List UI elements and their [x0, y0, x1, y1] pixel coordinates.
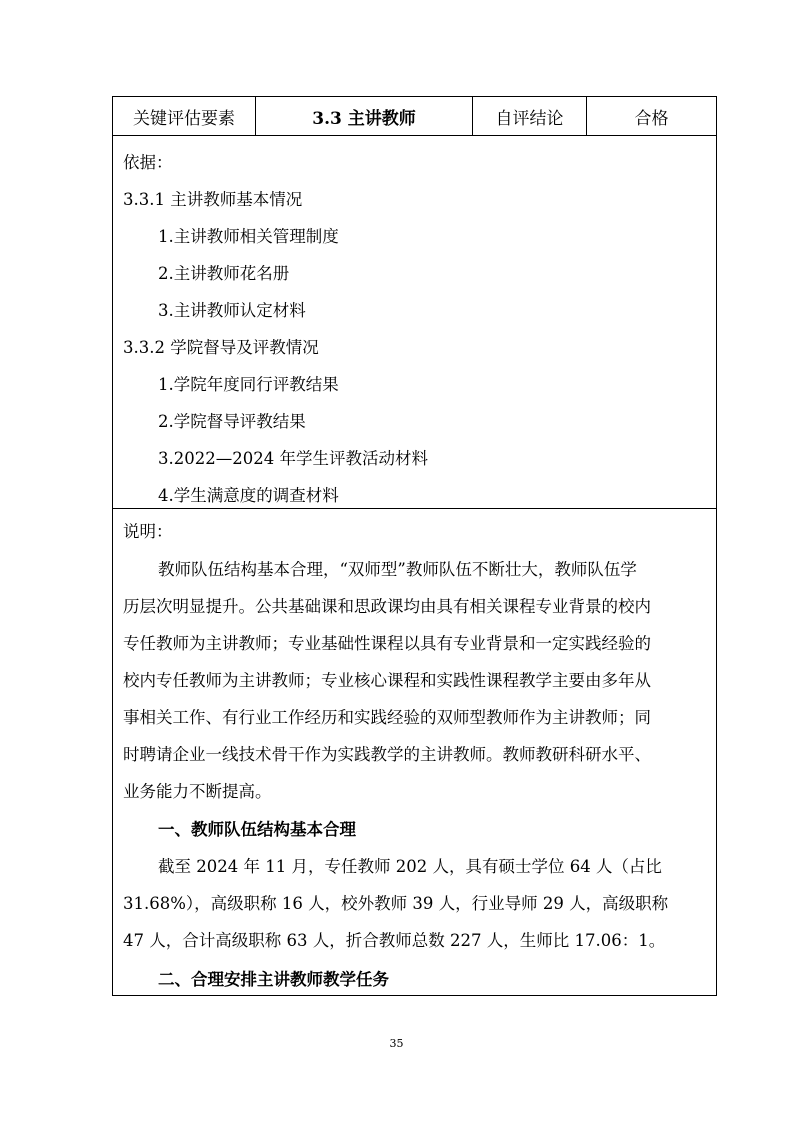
key-element-label: 关键评估要素: [113, 97, 256, 135]
explanation-line: 事相关工作、有行业工作经历和实践经验的双师型教师作为主讲教师；同: [123, 708, 651, 727]
basis-line: 2.主讲教师花名册: [158, 264, 290, 283]
section-heading-2: 二、合理安排主讲教师教学任务: [158, 970, 389, 989]
self-conclusion-value: 合格: [634, 108, 669, 129]
explanation-line: 教师队伍结构基本合理，“双师型”教师队伍不断壮大，教师队伍学: [158, 560, 637, 579]
explanation-line: 历层次明显提升。公共基础课和思政课均由具有相关课程专业背景的校内: [123, 597, 651, 616]
explanation-line: 校内专任教师为主讲教师；专业核心课程和实践性课程教学主要由多年从: [123, 671, 651, 690]
basis-line: 3.2022—2024 年学生评教活动材料: [158, 449, 428, 468]
explanation-section: [113, 508, 716, 995]
basis-title: 依据：: [123, 153, 173, 172]
explanation-line: 专任教师为主讲教师；专业基础性课程以具有专业背景和一定实践经验的: [123, 634, 651, 653]
basis-line: 1.学院年度同行评教结果: [158, 375, 339, 394]
basis-line: 3.3.2 学院督导及评教情况: [123, 338, 319, 357]
self-conclusion-label: 自评结论: [473, 97, 587, 135]
section1-line: 47 人，合计高级职称 63 人，折合教师总数 227 人，生师比 17.06：1。: [123, 931, 666, 950]
key-element-value: 3.3 主讲教师: [256, 97, 473, 135]
section1-line: 截至 2024 年 11 月，专任教师 202 人，具有硕士学位 64 人（占比: [158, 857, 662, 876]
basis-line: 3.3.1 主讲教师基本情况: [123, 190, 303, 209]
table-header-row: [113, 97, 716, 136]
explanation-title: 说明：: [123, 522, 173, 541]
basis-line: 3.主讲教师认定材料: [158, 301, 306, 320]
basis-section: [113, 135, 716, 509]
basis-line: 2.学院督导评教结果: [158, 412, 306, 431]
explanation-line: 业务能力不断提高。: [123, 782, 272, 801]
page-number: 35: [389, 1037, 404, 1050]
explanation-line: 时聘请企业一线技术骨干作为实践教学的主讲教师。教师教研科研水平、: [123, 745, 651, 764]
basis-line: 1.主讲教师相关管理制度: [158, 227, 339, 246]
basis-line: 4.学生满意度的调查材料: [158, 486, 339, 505]
section1-line: 31.68%），高级职称 16 人，校外教师 39 人，行业导师 29 人，高级职称: [123, 894, 669, 913]
section-heading-1: 一、教师队伍结构基本合理: [158, 820, 356, 839]
evaluation-table: [112, 96, 717, 996]
